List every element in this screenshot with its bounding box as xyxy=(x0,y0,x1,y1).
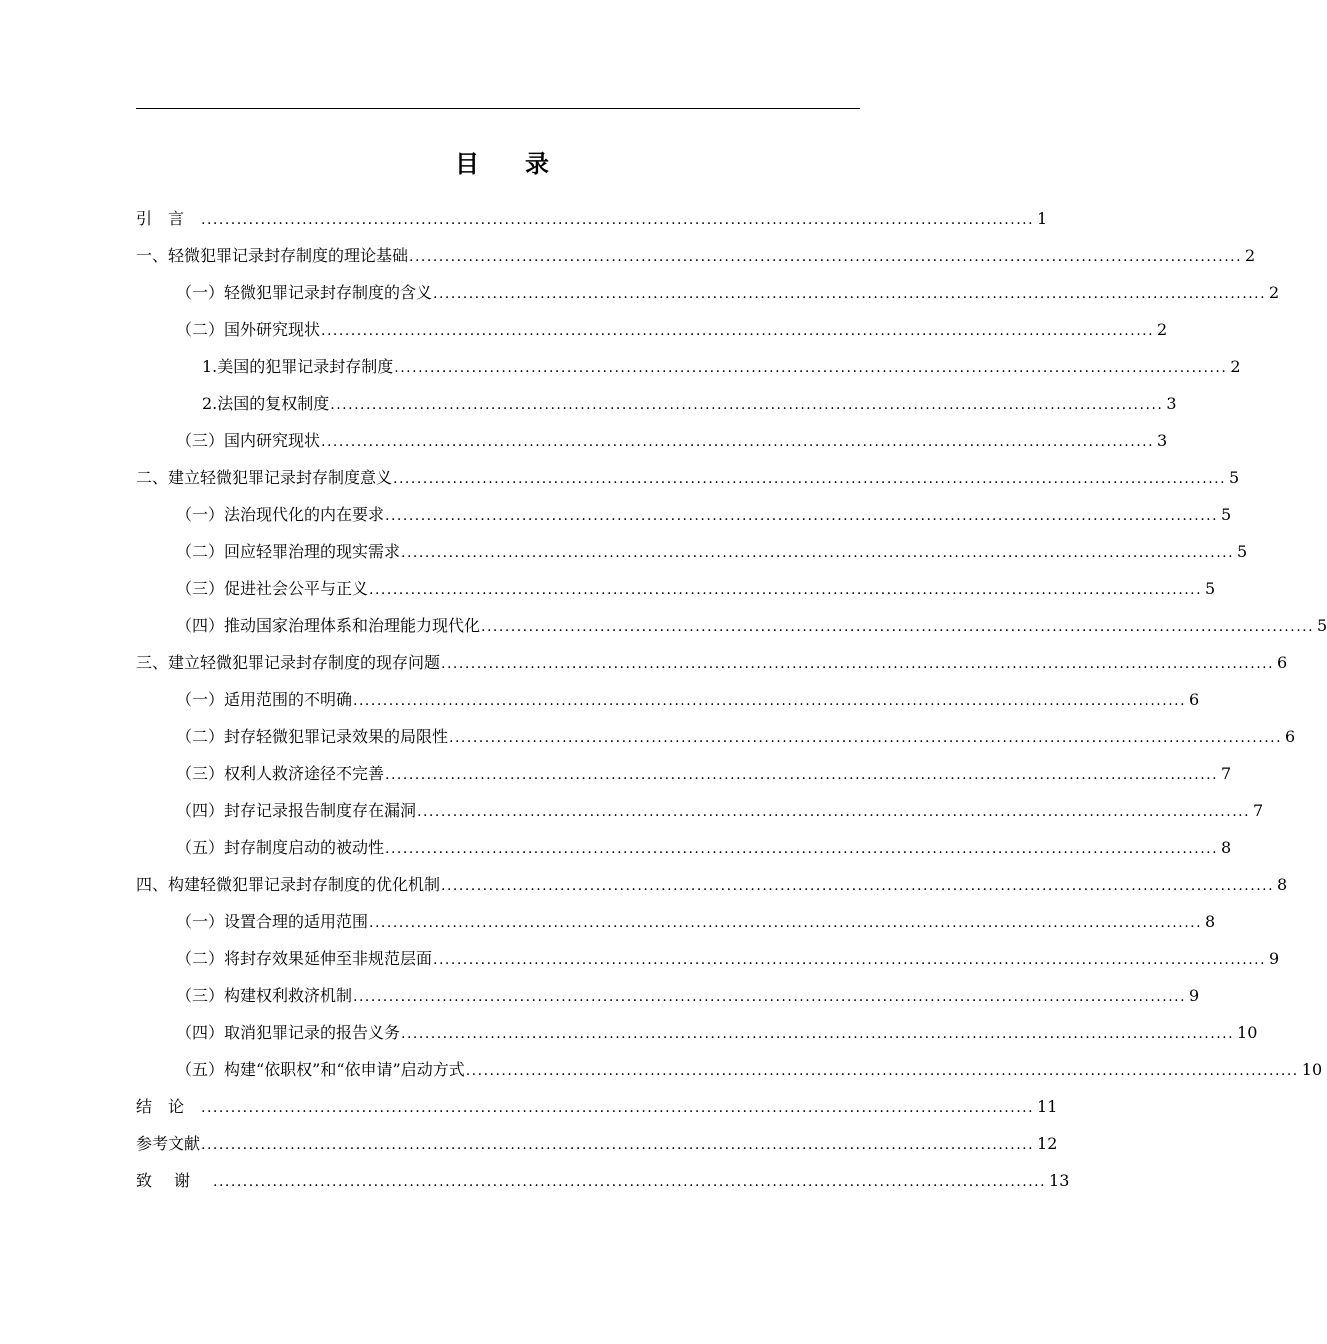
toc-entry[interactable] xyxy=(136,311,1168,348)
toc-entry-label: （二）国外研究现状 xyxy=(176,320,321,339)
dot-leader: ............................................................................................................................................ xyxy=(369,915,1203,931)
dot-leader: ............................................................................................................................................ xyxy=(321,323,1155,339)
toc-entry-label: （一）法治现代化的内在要求 xyxy=(176,505,385,524)
dot-leader: ............................................................................................................................................ xyxy=(401,545,1235,561)
toc-entry-page-number: 5 xyxy=(1237,542,1248,561)
toc-entry-label: （五）封存制度启动的被动性 xyxy=(176,838,385,857)
toc-entry-page-number: 6 xyxy=(1277,653,1288,672)
toc-entry-label: 1.美国的犯罪记录封存制度 xyxy=(202,357,394,376)
toc-entry-page-number: 6 xyxy=(1285,727,1296,746)
toc-entry-page-number: 11 xyxy=(1037,1097,1058,1116)
toc-entry[interactable] xyxy=(136,829,1232,866)
toc-entry-page-number: 2 xyxy=(1230,357,1241,376)
toc-entry[interactable] xyxy=(136,533,1248,570)
toc-entry[interactable] xyxy=(136,940,1280,977)
toc-entry-page-number: 8 xyxy=(1205,912,1216,931)
toc-entry[interactable] xyxy=(136,681,1200,718)
dot-leader: ............................................................................................................................................ xyxy=(441,878,1275,894)
toc-entry-page-number: 8 xyxy=(1277,875,1288,894)
toc-entry[interactable] xyxy=(136,1051,1323,1088)
toc-entry-page-number: 5 xyxy=(1221,505,1232,524)
toc-entry-page-number: 9 xyxy=(1189,986,1200,1005)
toc-entry[interactable] xyxy=(136,348,1241,385)
toc-entry-label: （一）轻微犯罪记录封存制度的含义 xyxy=(176,283,433,302)
toc-entry-label: （四）推动国家治理体系和治理能力现代化 xyxy=(176,616,481,635)
toc-entry-page-number: 3 xyxy=(1157,431,1168,450)
dot-leader: ............................................................................................................................................ xyxy=(385,841,1219,857)
toc-entry-page-number: 5 xyxy=(1317,616,1327,635)
toc-entry-page-number: 2 xyxy=(1157,320,1168,339)
dot-leader: ............................................................................................................................................ xyxy=(465,1063,1299,1079)
toc-entry[interactable] xyxy=(136,1014,1258,1051)
dot-leader: ............................................................................................................................................ xyxy=(201,212,1035,228)
toc-entry-page-number: 6 xyxy=(1189,690,1200,709)
toc-entry[interactable] xyxy=(136,755,1232,792)
toc-entry-page-number: 8 xyxy=(1221,838,1232,857)
toc-entry-label: 致谢 xyxy=(136,1171,213,1190)
toc-entry-label: （一）设置合理的适用范围 xyxy=(176,912,369,931)
toc-entry-page-number: 10 xyxy=(1237,1023,1258,1042)
toc-entry-label: 参考文献 xyxy=(136,1134,201,1153)
dot-leader: ............................................................................................................................................ xyxy=(433,286,1267,302)
table-of-contents xyxy=(136,200,1327,1199)
dot-leader: ............................................................................................................................................ xyxy=(385,508,1219,524)
toc-entry-label: 结论 xyxy=(136,1097,201,1116)
toc-entry-label: （五）构建“依职权”和“依申请”启动方式 xyxy=(176,1060,465,1079)
toc-entry-page-number: 13 xyxy=(1049,1171,1070,1190)
dot-leader: ............................................................................................................................................ xyxy=(330,397,1164,413)
toc-entry-label: （三）构建权利救济机制 xyxy=(176,986,353,1005)
dot-leader: ............................................................................................................................................ xyxy=(369,582,1203,598)
toc-entry-page-number: 10 xyxy=(1301,1060,1323,1079)
toc-entry[interactable] xyxy=(136,237,1256,274)
toc-entry[interactable] xyxy=(136,607,1327,644)
dot-leader: ............................................................................................................................................ xyxy=(321,434,1155,450)
toc-entry-page-number: 3 xyxy=(1166,394,1177,413)
dot-leader: ............................................................................................................................................ xyxy=(441,656,1275,672)
toc-entry[interactable] xyxy=(136,385,1177,422)
toc-entry[interactable] xyxy=(136,1125,1058,1162)
toc-entry-label: （三）权利人救济途径不完善 xyxy=(176,764,385,783)
dot-leader: ............................................................................................................................................ xyxy=(353,693,1187,709)
toc-entry-label: 一、轻微犯罪记录封存制度的理论基础 xyxy=(136,246,409,265)
header-rule xyxy=(136,108,860,109)
dot-leader: ............................................................................................................................................ xyxy=(394,360,1228,376)
toc-entry-label: （二）封存轻微犯罪记录效果的局限性 xyxy=(176,727,449,746)
dot-leader: ............................................................................................................................................ xyxy=(353,989,1187,1005)
toc-entry[interactable] xyxy=(136,274,1280,311)
toc-entry[interactable] xyxy=(136,422,1168,459)
toc-entry-page-number: 7 xyxy=(1221,764,1232,783)
toc-entry[interactable] xyxy=(136,903,1216,940)
toc-entry-label: 2.法国的复权制度 xyxy=(202,394,330,413)
toc-entry-label: （二）将封存效果延伸至非规范层面 xyxy=(176,949,433,968)
toc-entry-label: （三）促进社会公平与正义 xyxy=(176,579,369,598)
toc-entry-page-number: 2 xyxy=(1269,283,1280,302)
dot-leader: ............................................................................................................................................ xyxy=(201,1137,1035,1153)
toc-entry[interactable] xyxy=(136,459,1240,496)
page-title: 目录 xyxy=(455,150,595,178)
dot-leader: ............................................................................................................................................ xyxy=(481,619,1315,635)
toc-entry-label: 四、构建轻微犯罪记录封存制度的优化机制 xyxy=(136,875,441,894)
dot-leader: ............................................................................................................................................ xyxy=(433,952,1267,968)
dot-leader: ............................................................................................................................................ xyxy=(213,1174,1047,1190)
dot-leader: ............................................................................................................................................ xyxy=(401,1026,1235,1042)
toc-entry-label: 引言 xyxy=(136,209,201,228)
toc-entry-page-number: 2 xyxy=(1245,246,1256,265)
toc-entry-label: （一）适用范围的不明确 xyxy=(176,690,353,709)
toc-entry-label: （二）回应轻罪治理的现实需求 xyxy=(176,542,401,561)
toc-entry-label: （四）取消犯罪记录的报告义务 xyxy=(176,1023,401,1042)
dot-leader: ............................................................................................................................................ xyxy=(417,804,1251,820)
toc-entry-page-number: 7 xyxy=(1253,801,1264,820)
toc-entry-label: （四）封存记录报告制度存在漏洞 xyxy=(176,801,417,820)
toc-entry[interactable] xyxy=(136,792,1264,829)
toc-entry[interactable] xyxy=(136,644,1288,681)
dot-leader: ............................................................................................................................................ xyxy=(385,767,1219,783)
toc-entry-page-number: 1 xyxy=(1037,209,1048,228)
toc-entry-page-number: 5 xyxy=(1205,579,1216,598)
toc-entry[interactable] xyxy=(136,977,1200,1014)
dot-leader: ............................................................................................................................................ xyxy=(409,249,1243,265)
toc-entry-label: 三、建立轻微犯罪记录封存制度的现存问题 xyxy=(136,653,441,672)
toc-entry[interactable] xyxy=(136,866,1288,903)
toc-entry[interactable] xyxy=(136,1088,1058,1125)
toc-entry-label: （三）国内研究现状 xyxy=(176,431,321,450)
toc-entry[interactable] xyxy=(136,718,1296,755)
toc-entry-label: 二、建立轻微犯罪记录封存制度意义 xyxy=(136,468,393,487)
toc-entry[interactable] xyxy=(136,570,1216,607)
dot-leader: ............................................................................................................................................ xyxy=(449,730,1283,746)
toc-entry-page-number: 12 xyxy=(1037,1134,1058,1153)
toc-entry[interactable] xyxy=(136,496,1232,533)
toc-entry-page-number: 5 xyxy=(1229,468,1240,487)
toc-entry[interactable] xyxy=(136,200,1048,237)
dot-leader: ............................................................................................................................................ xyxy=(393,471,1227,487)
dot-leader: ............................................................................................................................................ xyxy=(201,1100,1035,1116)
toc-entry-page-number: 9 xyxy=(1269,949,1280,968)
toc-entry[interactable] xyxy=(136,1162,1070,1199)
